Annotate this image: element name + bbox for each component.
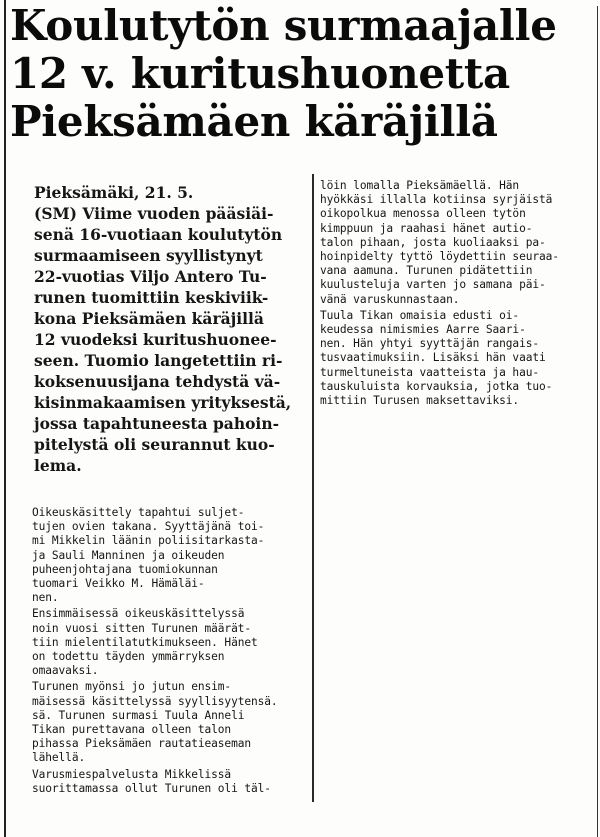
- lead-line: pitelystä oli seurannut kuo-: [34, 435, 275, 454]
- paragraph-line: tauskuluista korvauksia, jotka tuo-: [320, 379, 553, 393]
- lead-line: 22-vuotias Viljo Antero Tu-: [34, 267, 267, 286]
- lead-line: jossa tapahtuneesta pahoin-: [34, 414, 280, 433]
- paragraph-line: lähellä.: [32, 751, 86, 765]
- paragraph-line: talon pihaan, josta kuoliaaksi pa-: [320, 235, 546, 249]
- article-headline: [10, 2, 590, 146]
- paragraph-line: Turunen myönsi jo jutun ensim-: [32, 680, 232, 694]
- paragraph-line: Ensimmäisessä oikeuskäsittelyssä: [32, 607, 245, 621]
- lead-line: koksenuusijana tehdystä vä-: [34, 372, 281, 391]
- headline-line-2: 12 v. kuritushuonetta: [10, 49, 510, 98]
- paragraph-line: tusvaatimuksiin. Lisäksi hän vaati: [320, 351, 546, 365]
- lead-line: senä 16-vuotiaan koulutytön: [34, 225, 283, 244]
- paragraph-line: Varusmiespalvelusta Mikkelissä: [32, 767, 232, 781]
- paragraph-line: vänä varuskunnastaan.: [320, 292, 460, 306]
- paragraph-line: ja Sauli Manninen ja oikeuden: [32, 548, 225, 562]
- article-paragraph: [32, 607, 312, 678]
- paragraph-line: nen. Hän yhtyi syyttäjän rangais-: [320, 337, 539, 351]
- paragraph-line: noin vuosi sitten Turunen määrät-: [32, 621, 251, 635]
- article-paragraph: [32, 768, 312, 796]
- lead-line: runen tuomittiin keskiviik-: [34, 288, 269, 307]
- headline-line-3: Pieksämäen käräjillä: [10, 97, 498, 146]
- article-paragraph: [320, 179, 590, 307]
- lead-line: 12 vuodeksi kuritushuonee-: [34, 330, 277, 349]
- paragraph-line: Tikan purettavana olleen talon: [32, 723, 232, 737]
- paragraph-line: oikopolkua menossa olleen tytön: [320, 207, 526, 221]
- lead-line: Pieksämäki, 21. 5.: [34, 183, 194, 202]
- paragraph-line: sä. Turunen surmasi Tuula Anneli: [32, 708, 245, 722]
- paragraph-line: mittiin Turusen maksettaviksi.: [320, 394, 520, 408]
- clipping-right-border: [597, 6, 598, 837]
- paragraph-line: turmeltuneista vaatteista ja hau-: [320, 365, 539, 379]
- lead-line: kisinmakaamisen yrityksestä,: [34, 393, 292, 412]
- paragraph-line: puheenjohtajana tuomiokunnan: [32, 562, 218, 576]
- clipping-left-border: [4, 0, 6, 837]
- paragraph-line: tuomari Veikko M. Hämäläi-: [32, 577, 205, 591]
- paragraph-line: vana aamuna. Turunen pidätettiin: [320, 264, 533, 278]
- paragraph-line: suorittamassa ollut Turunen oli täl-: [32, 781, 271, 795]
- article-paragraph: [320, 309, 590, 408]
- lead-line: lema.: [34, 456, 82, 475]
- article-paragraph: [32, 680, 312, 765]
- paragraph-line: kuulusteluja varten jo samana päi-: [320, 278, 546, 292]
- lead-line: seen. Tuomio langetettiin ri-: [34, 351, 283, 370]
- paragraph-line: pihassa Pieksämäen rautatieaseman: [32, 737, 251, 751]
- paragraph-line: omaavaksi.: [32, 664, 99, 678]
- article-left-column: [32, 506, 312, 796]
- column-divider: [312, 174, 314, 802]
- paragraph-line: keudessa nimismies Aarre Saari-: [320, 323, 526, 337]
- paragraph-line: tiin mielentilatutkimukseen. Hänet: [32, 635, 258, 649]
- paragraph-line: kimppuun ja raahasi hänet autio-: [320, 221, 533, 235]
- paragraph-line: löin lomalla Pieksämäellä. Hän: [320, 179, 520, 192]
- paragraph-line: hoinpidelty tyttö löydettiin seuraa-: [320, 250, 559, 264]
- paragraph-line: nen.: [32, 591, 59, 605]
- article-paragraph: [32, 506, 312, 605]
- lead-line: surmaamiseen syyllistynyt: [34, 246, 263, 265]
- paragraph-line: on todettu täyden ymmärryksen: [32, 650, 225, 664]
- paragraph-line: mäisessä käsittelyssä syyllisyytensä.: [32, 694, 278, 708]
- lead-line: (SM) Viime vuoden pääsiäi-: [34, 204, 274, 223]
- paragraph-line: Oikeuskäsittely tapahtui suljet-: [32, 506, 245, 519]
- paragraph-line: Tuula Tikan omaisia edusti oi-: [320, 308, 520, 322]
- article-right-column: [320, 179, 590, 408]
- paragraph-line: mi Mikkelin läänin poliisitarkasta-: [32, 534, 265, 548]
- paragraph-line: tujen ovien takana. Syyttäjänä toi-: [32, 520, 265, 534]
- lead-line: kona Pieksämäen käräjillä: [34, 309, 264, 328]
- article-lead: [34, 182, 306, 476]
- paragraph-line: hyökkäsi illalla kotiinsa syrjäistä: [320, 193, 553, 207]
- headline-line-1: Koulutytön surmaajalle: [10, 1, 557, 50]
